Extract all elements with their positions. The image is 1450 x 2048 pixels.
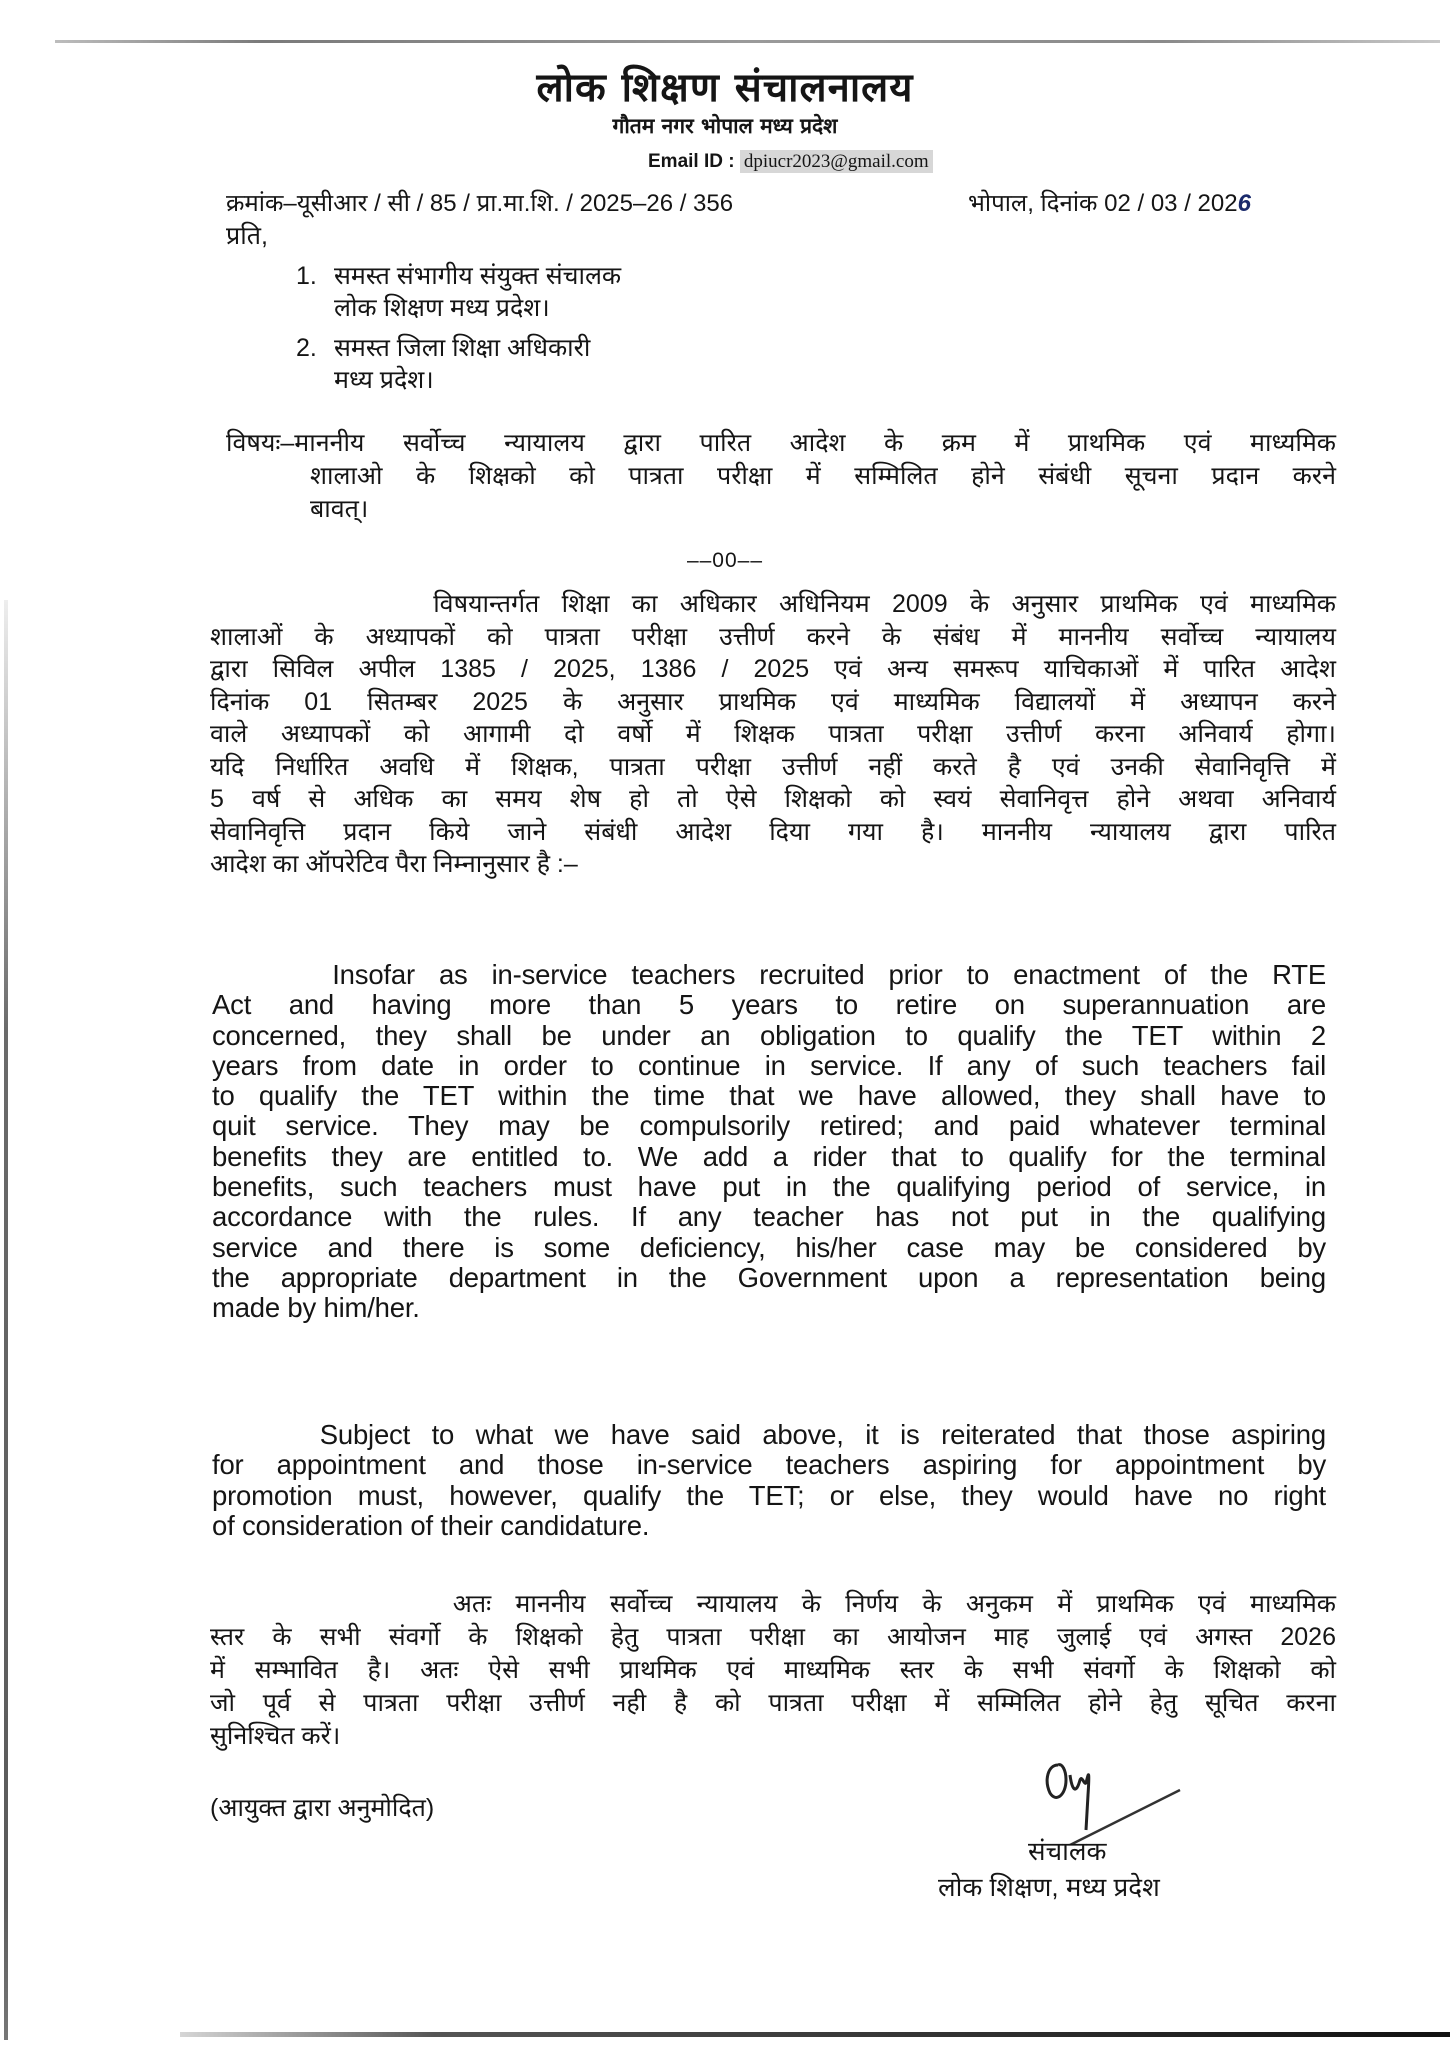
- to-label: प्रति,: [226, 222, 268, 250]
- approval-note: (आयुक्त द्वारा अनुमोदित): [210, 1794, 435, 1822]
- recipient-item-line2: मध्य प्रदेश।: [334, 366, 434, 394]
- recipient-item: 1. समस्त संभागीय संयुक्त संचालक: [296, 262, 622, 290]
- body-paragraph-1: विषयान्तर्गत शिक्षा का अधिकार अधिनियम 2009 के अनुसार प्राथमिक एवं माध्यमिक शालाओं के अध्यापकों को पात्रता परीक्षा उत्तीर्ण करने के संबंध में माननीय सर्वोच्च न्यायालय द्वारा सिविल अपील 1385 / 2025, 1386 / 2025 एवं अन्य समरूप याचिकाओं में पारित आदेश दिनांक 01 सितम्बर 2025 के अनुसार प्राथमिक एवं माध्यमिक विद्यालयों में अध्यापन करने वाले अध्यापकों को आगामी दो वर्षो में शिक्षक पात्रता परीक्षा उत्तीर्ण करना अनिवार्य होगा। यदि निर्धारित अवधि में शिक्षक, पात्रता परीक्षा उत्तीर्ण नहीं करते है एवं उनकी सेवानिवृत्ति में 5 वर्ष से अधिक का समय शेष हो तो ऐसे शिक्षको को स्वयं सेवानिवृत्त होने अथवा अनिवार्य सेवानिवृत्ति प्रदान किये जाने संबंधी आदेश दिया गया है। माननीय न्यायालय द्वारा पारित आदेश का ऑपरेटिव पैरा निम्नानुसार है :–: [210, 590, 1336, 878]
- quoted-order-paragraph-2: Subject to what we have said above, it is reiterated that those aspiring for appointment and those in-service teachers aspiring for appointment by promotion must, however, qualify the TET; or else, they would have no right of consideration of their candidature.: [212, 1419, 1326, 1541]
- recipient-list: [296, 260, 621, 396]
- signatory-organization: लोक शिक्षण, मध्य प्रदेश: [938, 1872, 1160, 1902]
- letterhead-email: [648, 151, 933, 173]
- signatory-designation: संचालक: [1028, 1836, 1107, 1866]
- handwritten-signature: [1030, 1735, 1190, 1845]
- letterhead-address: गौतम नगर भोपाल मध्य प्रदेश: [612, 114, 838, 138]
- recipient-item: 2. समस्त जिला शिक्षा अधिकारी: [296, 334, 591, 362]
- quoted-order-paragraph-1: Insofar as in-service teachers recruited prior to enactment of the RTE Act and having more than 5 years to retire on superannuation are concerned, they shall be under an obligation to qualify the TET within 2 years from date in order to continue in service. If any of such teachers fail to qualify the TET within the time that we have allowed, they shall have to quit service. They may be compulsorily retired; and paid whatever terminal benefits they are entitled to. We add a rider that to qualify for the terminal benefits, such teachers must have put in the qualifying period of service, in accordance with the rules. If any teacher has not put in the qualifying service and there is some deficiency, his/her case may be considered by the appropriate department in the Government upon a representation being made by him/her.: [212, 959, 1326, 1324]
- body-paragraph-2: अतः माननीय सर्वोच्च न्यायालय के निर्णय के अनुकम में प्राथमिक एवं माध्यमिक स्तर के सभी संवर्गो के शिक्षको हेतु पात्रता परीक्षा का आयोजन माह जुलाई एवं अगस्त 2026 में सम्भावित है। अतः ऐसे सभी प्राथमिक एवं माध्यमिक स्तर के सभी संवर्गो के शिक्षको को जो पूर्व से पात्रता परीक्षा उत्तीर्ण नही है को पात्रता परीक्षा में सम्मिलित होने हेतु सूचित करना सुनिश्चित करें।: [210, 1590, 1336, 1750]
- section-separator: ––00––: [686, 549, 764, 572]
- letterhead-title: लोक शिक्षण संचालनालय: [536, 65, 914, 111]
- email-label: Email ID :: [648, 151, 735, 172]
- letter-date: [968, 186, 1251, 219]
- reference-number: क्रमांक–यूसीआर / सी / 85 / प्रा.मा.शि. / 2025–26 / 356: [226, 190, 734, 217]
- scan-bottom-border: [180, 2032, 1450, 2037]
- handwritten-date-correction: 6: [1237, 190, 1251, 217]
- recipient-item-line2: लोक शिक्षण मध्य प्रदेश।: [334, 294, 550, 322]
- scan-left-border: [4, 600, 8, 2040]
- date-text: भोपाल, दिनांक 02 / 03 / 202: [968, 190, 1238, 217]
- scan-top-border: [55, 40, 1440, 43]
- email-address: dpiucr2023@gmail.com: [740, 150, 933, 173]
- subject: विषयः–माननीय सर्वोच्च न्यायालय द्वारा पारित आदेश के क्रम में प्राथमिक एवं माध्यमिक शालाओ के शिक्षको को पात्रता परीक्षा में सम्मिलित होने संबंधी सूचना प्रदान करने बावत्।: [226, 429, 1336, 523]
